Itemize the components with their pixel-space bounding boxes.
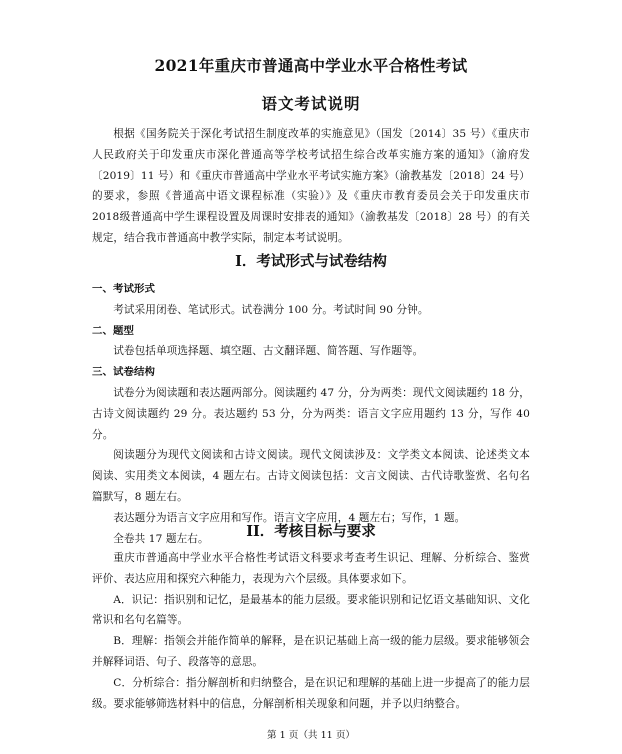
- assessment-intro-paragraph: 重庆市普通高中学业水平合格性考试语文科要求考查考生识记、理解、分析综合、鉴赏评价、表达应用和探究六种能力，表现为六个层级。具体要求如下。: [92, 552, 530, 585]
- level-b-paragraph: B．理解：指领会并能作简单的解释，是在识记基础上高一级的能力层级。要求能够领会并解释词语、句子、段落等的意思。: [92, 635, 530, 668]
- sub-heading-question-types: 二、题型: [92, 324, 134, 337]
- paper-structure-paragraph-2: 阅读题分为现代文阅读和古诗文阅读。现代文阅读涉及：文学类文本阅读、论述类文本阅读、实用类文本阅读，4 题左右。古诗文阅读包括：文言文阅读、古代诗歌鉴赏、名句名篇默写，8 题左右。: [92, 449, 530, 503]
- intro-text: 根据《国务院关于深化考试招生制度改革的实施意见》（国发〔2014〕35 号）《重庆市人民政府关于印发重庆市深化普通高等学校考试招生综合改革实施方案的通知》（渝府发〔2019〕11 号）和《重庆市普通高中学业水平考试实施方案》（渝教基发〔2018〕24 号）的要求，参照《普通高中语文课程标准（实验）》及《重庆市教育委员会关于印发重庆市2018级普通高中学生课程设置及周课时安排表的通知》（渝教基发〔2018〕28 号）的有关规定，结合我市普通高中教学实际，制定本考试说明。: [92, 128, 530, 244]
- intro-paragraph: [92, 124, 530, 249]
- section-2-heading: II．考核目标与要求: [246, 523, 376, 540]
- sub-heading-exam-form: 一、考试形式: [92, 283, 155, 295]
- exam-form-text: 考试采用闭卷、笔试形式。试卷满分 100 分。考试时间 90 分钟。: [113, 303, 429, 316]
- level-a-paragraph: A．识记：指识别和记忆，是最基本的能力层级。要求能识别和记忆语文基础知识、文化常识和名句名篇等。: [92, 593, 530, 627]
- level-c-paragraph: C．分析综合：指分解剖析和归纳整合，是在识记和理解的基础上进一步提高了的能力层级。要求能够筛选材料中的信息，分解剖析相关现象和问题，并予以归纳整合。: [92, 676, 530, 710]
- section-1-body: [92, 279, 530, 549]
- sub-heading-paper-structure: 三、试卷结构: [92, 366, 155, 379]
- page-footer: 第 1 页（共 11 页）: [266, 730, 356, 741]
- document-title: 2021年重庆市普通高中学业水平合格性考试: [154, 56, 468, 75]
- section-2-body: [92, 548, 530, 714]
- document-subtitle: 语文考试说明: [261, 94, 361, 113]
- paper-structure-paragraph-3: 表达题分为语言文字应用和写作。语言文字应用，4 题左右；写作，1 题。: [113, 511, 466, 524]
- paper-structure-paragraph-4: 全卷共 17 题左右。: [113, 532, 209, 545]
- question-types-text: 试卷包括单项选择题、填空题、古文翻译题、简答题、写作题等。: [113, 345, 424, 358]
- paper-structure-paragraph-1: 试卷分为阅读题和表达题两部分。阅读题约 47 分，分为两类：现代文阅读题约 18 分，古诗文阅读题约 29 分。表达题约 53 分，分为两类：语言文字应用题约 13 分，写作 40 分。: [92, 386, 530, 441]
- section-1-heading: I．考试形式与试卷结构: [235, 253, 387, 270]
